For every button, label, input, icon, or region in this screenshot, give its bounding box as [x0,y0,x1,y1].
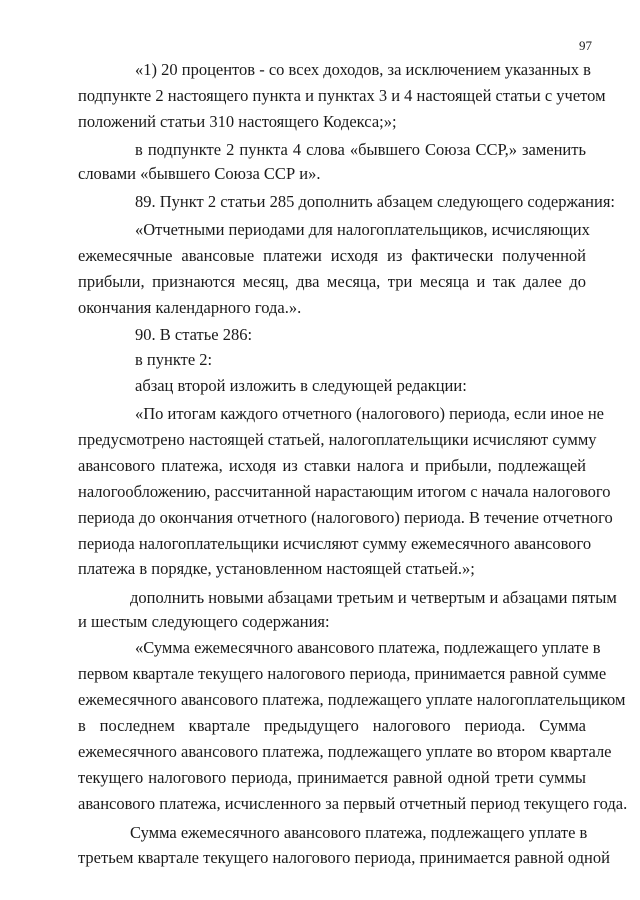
text-line: 89. Пункт 2 статьи 285 дополнить абзацем следующего содержания: [135,192,616,211]
text-line: в пункте 2: [135,350,213,369]
text-line: налогообложению, рассчитанной нарастающим итогом с начала налогового [78,482,611,501]
text-line: «Сумма ежемесячного авансового платежа, подлежащего уплате в [135,638,601,657]
text-line: в подпункте 2 пункта 4 слова «бывшего Союза ССР,» заменить [135,140,586,159]
text-line: «1) 20 процентов - со всех доходов, за исключением указанных в [135,60,591,79]
text-line: и шестым следующего содержания: [78,612,330,631]
text-line: 90. В статье 286: [135,325,253,344]
text-line: платежа в порядке, установленном настоящей статьей.»; [78,559,475,578]
text-line: в последнем квартале предыдущего налогового периода. Сумма [78,716,586,735]
text-line: ежемесячного авансового платежа, подлежащего уплате во втором квартале [78,742,612,761]
text-line: ежемесячные авансовые платежи исходя из фактически полученной [78,246,586,265]
text-line: ежемесячного авансового платежа, подлежащего уплате налогоплательщиком [78,690,626,709]
text-line: авансового платежа, исчисленного за первый отчетный период текущего года. [78,794,628,813]
text-line: абзац второй изложить в следующей редакции: [135,376,467,395]
text-line: текущего налогового периода, принимается равной одной трети суммы [78,768,586,787]
text-line: «Отчетными периодами для налогоплательщиков, исчисляющих [135,220,590,239]
text-line: периода до окончания отчетного (налогового) периода. В течение отчетного [78,508,613,527]
text-line: авансового платежа, исходя из ставки налога и прибыли, подлежащей [78,456,586,475]
text-line: подпункте 2 настоящего пункта и пунктах 3 и 4 настоящей статьи с учетом [78,86,606,105]
text-line: «По итогам каждого отчетного (налогового) периода, если иное не [135,404,605,423]
text-line: словами «бывшего Союза ССР и». [78,164,321,183]
text-line: периода налогоплательщики исчисляют сумму ежемесячного авансового [78,534,592,553]
text-line: предусмотрено настоящей статьей, налогоплательщики исчисляют сумму [78,430,597,449]
page-number: 97 [579,38,592,53]
text-line: окончания календарного года.». [78,298,302,317]
text-line: положений статьи 310 настоящего Кодекса;»; [78,112,397,131]
text-line: третьем квартале текущего налогового периода, принимается равной одной [78,848,610,867]
text-line: прибыли, признаются месяц, два месяца, три месяца и так далее до [78,272,586,291]
text-line: первом квартале текущего налогового периода, принимается равной сумме [78,664,607,683]
text-line: Сумма ежемесячного авансового платежа, подлежащего уплате в [130,823,588,842]
text-line: дополнить новыми абзацами третьим и четвертым и абзацами пятым [130,588,617,607]
